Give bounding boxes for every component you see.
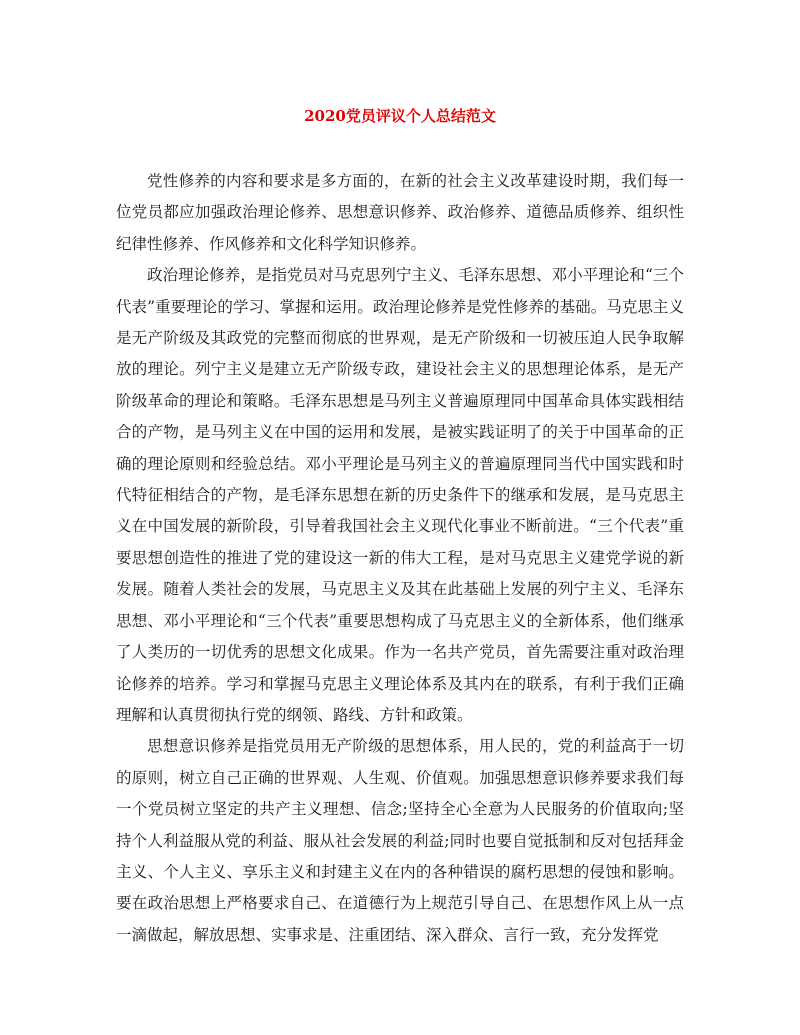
document-body [116,166,684,951]
paragraph-ideological-awareness: 思想意识修养是指党员用无产阶级的思想体系，用人民的，党的利益高于一切的原则，树立自己正确的世界观、人生观、价值观。加强思想意识修养要求我们每一个党员树立坚定的共产主义理想、信念;坚持全心全意为人民服务的价值取向;坚持个人利益服从党的利益、服从社会发展的利益;同时也要自觉抵制和反对包括拜金主义、个人主义、享乐主义和封建主义在内的各种错误的腐朽思想的侵蚀和影响。要在政治思想上严格要求自己、在道德行为上规范引导自己、在思想作风上从一点一滴做起，解放思想、实事求是、注重团结、深入群众、言行一致，充分发挥党 [116,737,684,944]
document-title: 2020党员评议个人总结范文 [304,107,496,125]
paragraph-party-spirit: 党性修养的内容和要求是多方面的，在新的社会主义改革建设时期，我们每一位党员都应加强政治理论修养、思想意识修养、政治修养、道德品质修养、组织性纪律性修养、作风修养和文化科学知识修养。 [116,172,684,253]
paragraph-political-theory: 政治理论修养，是指党员对马克思列宁主义、毛泽东思想、邓小平理论和“三个代表”重要理论的学习、掌握和运用。政治理论修养是党性修养的基础。马克思主义是无产阶级及其政党的完整而彻底的世界观，是无产阶级和一切被压迫人民争取解放的理论。列宁主义是建立无产阶级专政，建设社会主义的思想理论体系，是无产阶级革命的理论和策略。毛泽东思想是马列主义普遍原理同中国革命具体实践相结合的产物，是马列主义在中国的运用和发展，是被实践证明了的关于中国革命的正确的理论原则和经验总结。邓小平理论是马列主义的普遍原理同当代中国实践和时代特征相结合的产物，是毛泽东思想在新的历史条件下的继承和发展，是马克思主义在中国发展的新阶段，引导着我国社会主义现代化事业不断前进。“三个代表”重要思想创造性的推进了党的建设这一新的伟大工程，是对马克思主义建党学说的新发展。随着人类社会的发展，马克思主义及其在此基础上发展的列宁主义、毛泽东思想、邓小平理论和“三个代表”重要思想构成了马克思主义的全新体系，他们继承了人类历的一切优秀的思想文化成果。作为一名共产党员，首先需要注重对政治理论修养的培养。学习和掌握马克思主义理论体系及其内在的联系，有利于我们正确理解和认真贯彻执行党的纲领、路线、方针和政策。 [116,266,684,724]
